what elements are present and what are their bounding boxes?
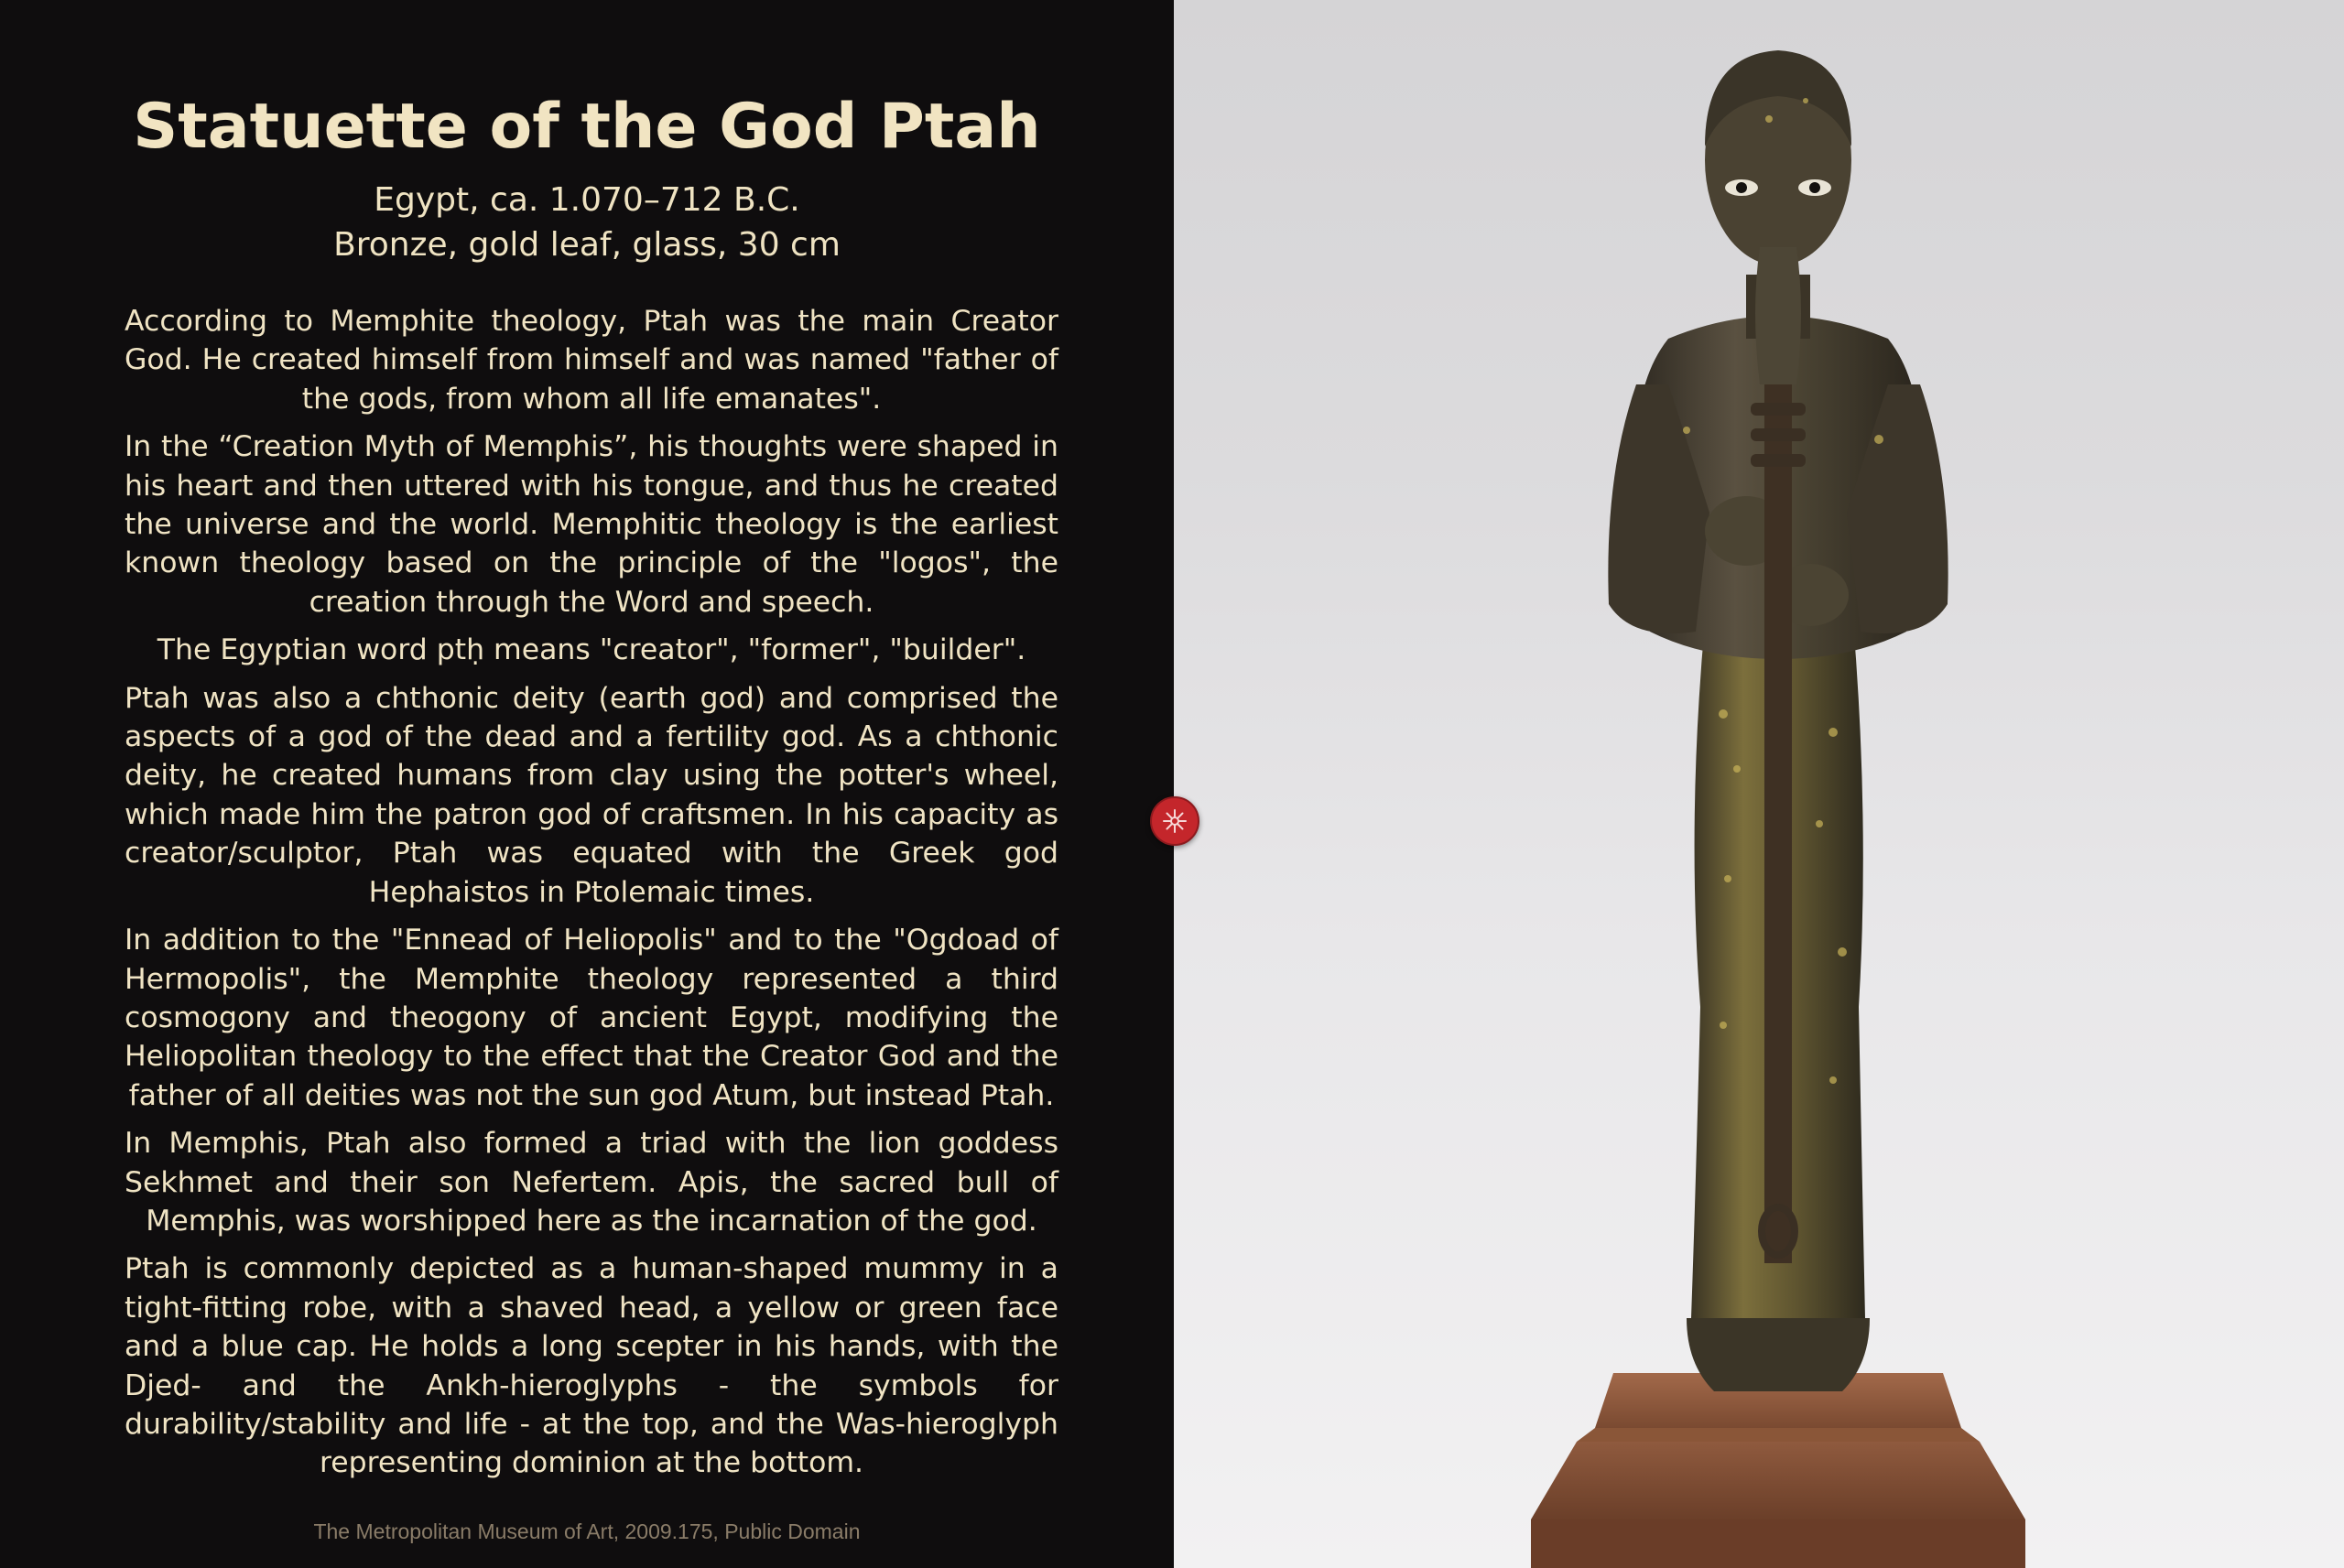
wooden-base: [1531, 1373, 2025, 1568]
paragraph: Ptah was also a chthonic deity (earth god) and comprised the aspects of a god of the dead and a fertility god. As a chthonic deity, he created humans from clay using the potter's wheel, which made him the patron god of craftsmen. In his capacity as creator/sculptor, Ptah was equated with the Greek god Hephaistos in Ptolemaic times.: [125, 681, 1058, 909]
paragraph: In Memphis, Ptah also formed a triad with the lion goddess Sekhmet and their son Nefertem. Apis, the sacred bull of Memphis, was worshipped here as the incarnation of the god.: [125, 1127, 1058, 1238]
artifact-origin: Egypt, ca. 1.070–712 B.C.: [374, 181, 800, 219]
statue-image-panel[interactable]: [1174, 0, 2344, 1568]
paragraph: In the “Creation Myth of Memphis”, his thoughts were shaped in his heart and then uttered with his tongue, and thus he created the universe and the world. Memphitic theology is the earliest known theology based on the principle of the "logos", the creation through the Word and speech.: [125, 430, 1058, 619]
zoom-icon: [1161, 807, 1188, 835]
statue-figure: [1608, 50, 1948, 1391]
statue-image: [1174, 0, 2344, 1568]
description-text: [125, 302, 1058, 1492]
page-title: Statuette of the God Ptah: [133, 91, 1041, 163]
paragraph: According to Memphite theology, Ptah was the main Creator God. He created himself from himself and was named "father of the gods, from whom all life emanates".: [125, 305, 1058, 416]
image-credit: The Metropolitan Museum of Art, 2009.175, Public Domain: [313, 1519, 861, 1543]
paragraph: In addition to the "Ennead of Heliopolis" and to the "Ogdoad of Hermopolis", the Memphite theology represented a third cosmogony and theogony of ancient Egypt, modifying the Heliopolitan theology to the effect that the Creator God and the father of all deities was not the sun god Atum, but instead Ptah.: [125, 924, 1058, 1112]
artifact-material: Bronze, gold leaf, glass, 30 cm: [333, 226, 841, 264]
paragraph: Ptah is commonly depicted as a human-shaped mummy in a tight-fitting robe, with a shaved head, a yellow or green face and a blue cap. He holds a long scepter in his hands, with the Djed- and the Ankh-hieroglyphs - the symbols for durability/stability and life - at the top, and the Was-hieroglyph representing dominion at the bottom.: [125, 1252, 1058, 1480]
paragraph: The Egyptian word ptḥ means "creator", "former", "builder".: [157, 633, 1026, 667]
zoom-button[interactable]: [1150, 796, 1199, 846]
